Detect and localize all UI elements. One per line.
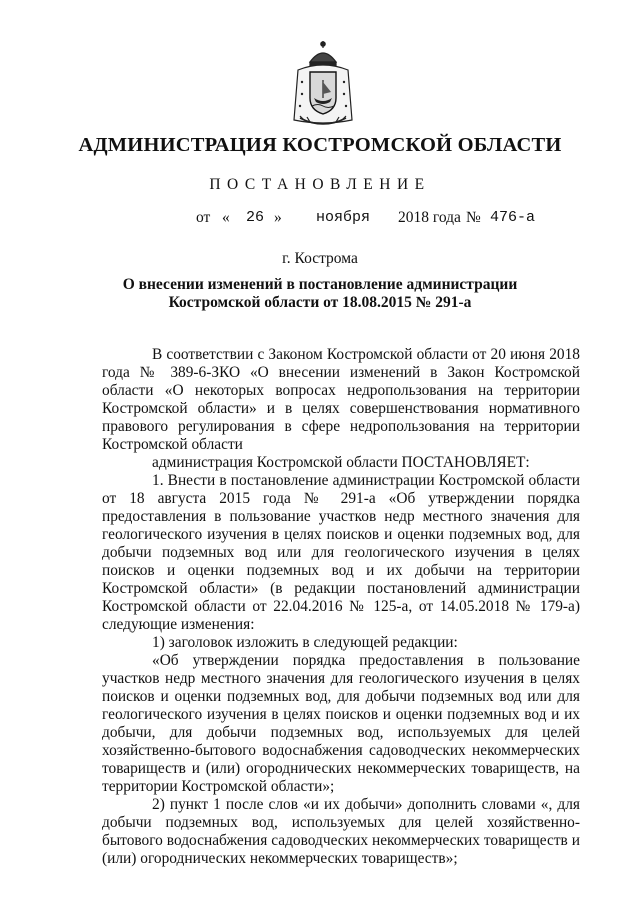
number-sign: № bbox=[466, 209, 481, 226]
subject-line-1: О внесении изменений в постановление администрации bbox=[122, 276, 518, 293]
document-subject bbox=[0, 276, 640, 312]
preamble-paragraph: В соответствии с Законом Костромской области от 20 июня 2018 года № 389-6-ЗКО «О внесении изменений в Закон Костромской области «О некоторых вопросах недропользования на территории Костромской области» и в целях совершенствования нормативного правового регулирования в сфере недропользования на территории Костромской области bbox=[102, 346, 580, 453]
item-1-subitem-1: 1) заголовок изложить в следующей редакции: bbox=[152, 634, 458, 651]
coat-of-arms-emblem bbox=[290, 40, 356, 126]
date-year: 2018 года bbox=[398, 209, 461, 226]
document-type: ПОСТАНОВЛЕНИЕ bbox=[209, 176, 431, 193]
new-title-paragraph: «Об утверждении порядка предоставления в пользование участков недр местного значения для геологического изучения в целях поисков и оценки подземных вод, для добычи подземных вод или для геологического изучения в целях поисков и оценки подземных вод и их добычи, для добычи подземных вод, используемых для целей хозяйственно-бытового водоснабжения садоводческих некоммерческих товариществ и (или) огороднических некоммерческих товариществ, на территории Костромской области»; bbox=[102, 652, 580, 795]
date-prefix: от bbox=[196, 209, 211, 226]
item-1-subitem-2: 2) пункт 1 после слов «и их добычи» дополнить словами «, для добычи подземных вод, используемых для целей хозяйственно-бытового водоснабжения садоводческих некоммерческих товариществ и (или) огороднических некоммерческих товариществ»; bbox=[102, 796, 580, 867]
date-day: 26 bbox=[246, 209, 265, 226]
agency-title: АДМИНИСТРАЦИЯ КОСТРОМСКОЙ ОБЛАСТИ bbox=[78, 134, 562, 156]
document-body bbox=[102, 346, 580, 868]
date-and-number-line bbox=[0, 209, 640, 229]
resolves-paragraph: администрация Костромской области ПОСТАНОВЛЯЕТ: bbox=[152, 454, 530, 471]
date-month: ноября bbox=[316, 209, 371, 226]
city: г. Кострома bbox=[282, 250, 358, 267]
quote-close: » bbox=[274, 209, 282, 226]
item-1-paragraph: 1. Внести в постановление администрации Костромской области от 18 августа 2015 года № 291-а «Об утверждении порядка предоставления в пользование участков недр местного значения для геологического изучения в целях поисков и оценки подземных вод, для добычи подземных вод или для геологического изучения в целях поисков и оценки подземных вод и их добычи на территории Костромской области» (в редакции постановлений администрации Костромской области от 22.04.2016 № 125-а, от 14.05.2018 № 179-а) следующие изменения: bbox=[102, 472, 580, 633]
document-number: 476-а bbox=[490, 209, 536, 226]
subject-line-2: Костромской области от 18.08.2015 № 291-а bbox=[168, 294, 472, 311]
quote-open: « bbox=[222, 209, 230, 226]
